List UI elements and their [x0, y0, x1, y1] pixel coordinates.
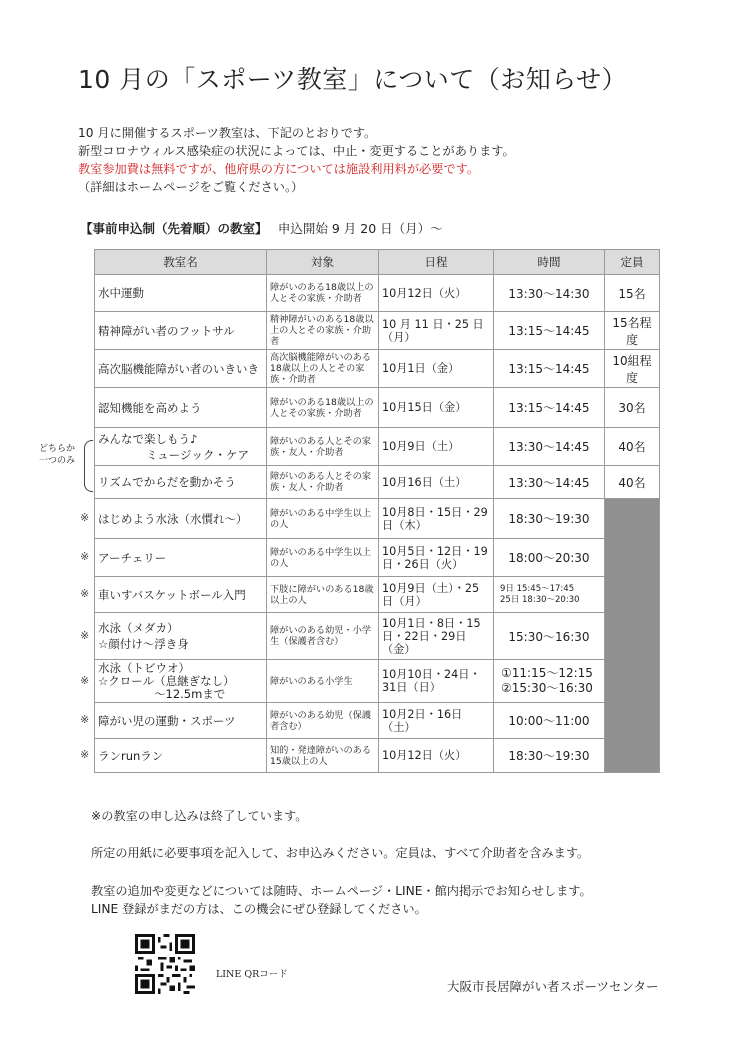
table-row	[95, 428, 660, 466]
choice-brace	[84, 440, 93, 492]
time-cell	[494, 388, 605, 428]
time-cell	[494, 703, 605, 739]
target-cell: 下肢に障がいのある18歳以上の人	[267, 577, 379, 613]
class-name: 認知機能を高めよう	[98, 400, 202, 415]
time-cell	[494, 660, 605, 703]
target-cell: 高次脳機能障がいのある18歳以上の人とその家族・介助者	[267, 350, 379, 388]
closed-mark: ※	[80, 550, 90, 563]
class-name-cell	[95, 539, 267, 577]
closed-note: ※の教室の申し込みは終了しています。	[91, 809, 308, 823]
line-note: LINE 登録がまだの方は、この機会にぜひ登録してください。	[91, 902, 427, 916]
time-cell	[494, 499, 605, 539]
time-cell	[494, 428, 605, 466]
date-cell: 10月5日・12日・19日・26日（火）	[379, 539, 494, 577]
time-value: 13:30～14:30	[508, 286, 590, 301]
class-name-cell	[95, 428, 267, 466]
class-name-cell	[95, 613, 267, 660]
class-name: リズムでからだを動かそう	[98, 475, 236, 489]
choice-note-line-1: どちらか	[39, 444, 76, 454]
closed-mark: ※	[80, 587, 90, 600]
header-capacity: 定員	[605, 250, 660, 275]
date-cell: 10月9日（土）・25日（月）	[379, 577, 494, 613]
table-row	[95, 539, 660, 577]
time-cell	[494, 739, 605, 773]
class-name-sub2: ～12.5mまで	[154, 686, 226, 701]
capacity-cell: 30名	[605, 388, 660, 428]
capacity-closed-cell	[605, 499, 660, 773]
class-name-cell	[95, 499, 267, 539]
time-cell	[494, 312, 605, 350]
class-name-cell	[95, 275, 267, 312]
target-cell: 障がいのある中学生以上の人	[267, 539, 379, 577]
capacity-cell: 40名	[605, 428, 660, 466]
time-value: 10:00～11:00	[508, 714, 590, 728]
class-name-sub: ミュージック・ケア	[146, 447, 250, 462]
capacity-cell: 40名	[605, 466, 660, 499]
class-name: 障がい児の運動・スポーツ	[98, 713, 236, 728]
class-name: 高次脳機能障がい者のいきいき	[98, 361, 259, 376]
class-name-cell	[95, 703, 267, 739]
table-row	[95, 577, 660, 613]
date-cell: 10月1日（金）	[379, 350, 494, 388]
target-cell: 障がいのある小学生	[267, 660, 379, 703]
target-cell: 知的・発達障がいのある15歳以上の人	[267, 739, 379, 773]
schedule-table	[94, 249, 660, 773]
header-date: 日程	[379, 250, 494, 275]
table-row	[95, 660, 660, 703]
time-value: 18:30～19:30	[508, 749, 590, 763]
application-start: 申込開始 9 月 20 日（月）～	[277, 221, 443, 236]
target-cell: 障がいのある18歳以上の人とその家族・介助者	[267, 275, 379, 312]
update-note: 教室の追加や変更などについては随時、ホームページ・LINE・館内掲示でお知らせします。	[91, 884, 592, 898]
time-value: 9日 15:45～17:45	[500, 583, 575, 594]
capacity-cell: 10組程度	[605, 350, 660, 388]
closed-mark: ※	[80, 628, 90, 642]
table-row	[95, 499, 660, 539]
target-cell: 障がいのある18歳以上の人とその家族・介助者	[267, 388, 379, 428]
target-cell: 障がいのある人とその家族・友人・介助者	[267, 466, 379, 499]
time-cell	[494, 275, 605, 312]
class-name-cell	[95, 739, 267, 773]
time-value: 18:30～19:30	[508, 512, 590, 526]
qr-label: LINE QRコード	[216, 969, 288, 980]
time-value-2: 25日 18:30～20:30	[500, 594, 580, 605]
organization-name: 大阪市長居障がい者スポーツセンター	[447, 979, 659, 994]
class-name-cell	[95, 577, 267, 613]
time-cell	[494, 466, 605, 499]
table-row	[95, 739, 660, 773]
header-target: 対象	[267, 250, 379, 275]
class-name-cell	[95, 466, 267, 499]
target-cell: 障がいのある幼児（保護者含む）	[267, 703, 379, 739]
class-name-cell	[95, 350, 267, 388]
intro-line-1: 10 月に開催するスポーツ教室は、下記のとおりです。	[78, 126, 377, 140]
target-cell: 障がいのある人とその家族・友人・介助者	[267, 428, 379, 466]
choice-note	[39, 443, 75, 467]
table-row	[95, 466, 660, 499]
choice-note-line-2: 一つのみ	[39, 456, 76, 466]
time-value: 13:30～14:45	[508, 440, 590, 454]
class-name-sub: ☆クロール（息継ぎなし）	[98, 673, 235, 688]
target-cell: 障がいのある中学生以上の人	[267, 499, 379, 539]
time-value: ①11:15～12:15	[501, 666, 593, 680]
time-cell	[494, 577, 605, 613]
class-name: はじめよう水泳（水慣れ～）	[98, 511, 248, 526]
class-name-sub: ☆顔付け～浮き身	[98, 637, 189, 651]
date-cell: 10月12日（火）	[379, 739, 494, 773]
closed-mark: ※	[80, 748, 90, 761]
page-title: 10 月の「スポーツ教室」について（お知らせ）	[78, 65, 628, 94]
class-name: みんなで楽しもう♪	[98, 431, 198, 446]
class-name: 精神障がい者のフットサル	[98, 323, 235, 338]
line-qr-code	[135, 934, 195, 994]
intro-fee-note: 教室参加費は無料ですが、他府県の方については施設利用料が必要です。	[78, 162, 479, 176]
date-cell: 10月2日・16日（土）	[379, 703, 494, 739]
class-name: 水泳（メダカ）	[98, 621, 179, 635]
time-value: 15:30～16:30	[508, 629, 590, 644]
closed-mark: ※	[80, 673, 90, 687]
time-cell	[494, 539, 605, 577]
table-row	[95, 703, 660, 739]
time-value: 13:15～14:45	[508, 324, 590, 338]
closed-mark: ※	[80, 511, 90, 524]
target-cell: 障がいのある幼児・小学生（保護者含む）	[267, 613, 379, 660]
time-cell	[494, 613, 605, 660]
table-row	[95, 613, 660, 660]
date-cell: 10月1日・8日・15日・22日・29日（金）	[379, 613, 494, 660]
capacity-cell: 15名程度	[605, 312, 660, 350]
class-name-cell	[95, 312, 267, 350]
intro-line-4: （詳細はホームページをご覧ください。）	[78, 180, 304, 194]
time-cell	[494, 350, 605, 388]
class-name: 車いすバスケットボール入門	[98, 587, 246, 602]
class-name: アーチェリー	[98, 550, 167, 565]
time-value-2: ②15:30～16:30	[501, 681, 593, 695]
date-cell: 10月15日（金）	[379, 388, 494, 428]
header-class-name: 教室名	[95, 250, 267, 275]
intro-text	[78, 124, 515, 196]
date-cell: 10月9日（土）	[379, 428, 494, 466]
table-row	[95, 275, 660, 312]
class-name-cell	[95, 388, 267, 428]
section-heading	[80, 219, 443, 237]
time-value: 13:15～14:45	[508, 362, 590, 376]
section-title: 【事前申込制（先着順）の教室】	[80, 221, 268, 236]
target-cell: 精神障がいのある18歳以上の人とその家族・介助者	[267, 312, 379, 350]
time-value: 13:15～14:45	[508, 401, 590, 415]
capacity-cell: 15名	[605, 275, 660, 312]
date-cell: 10月12日（火）	[379, 275, 494, 312]
closed-mark: ※	[80, 713, 90, 726]
class-name-cell	[95, 660, 267, 703]
date-cell: 10 月 11 日・25 日（月）	[379, 312, 494, 350]
application-note: 所定の用紙に必要事項を記入して、お申込みください。定員は、すべて介助者を含みます。	[91, 846, 590, 860]
header-time: 時間	[494, 250, 605, 275]
table-row	[95, 312, 660, 350]
date-cell: 10月8日・15日・29日（木）	[379, 499, 494, 539]
date-cell: 10月10日・24日・31日（日）	[379, 660, 494, 703]
class-name: ランrunラン	[98, 748, 164, 763]
date-cell: 10月16日（土）	[379, 466, 494, 499]
table-row	[95, 388, 660, 428]
class-name: 水中運動	[98, 286, 144, 300]
time-value: 18:00～20:30	[508, 551, 590, 565]
table-header-row	[95, 250, 660, 275]
table-row	[95, 350, 660, 388]
time-value: 13:30～14:45	[508, 475, 590, 490]
intro-line-2: 新型コロナウィルス感染症の状況によっては、中止・変更することがあります。	[78, 144, 515, 158]
class-name: 水泳（トビウオ）	[98, 660, 190, 675]
